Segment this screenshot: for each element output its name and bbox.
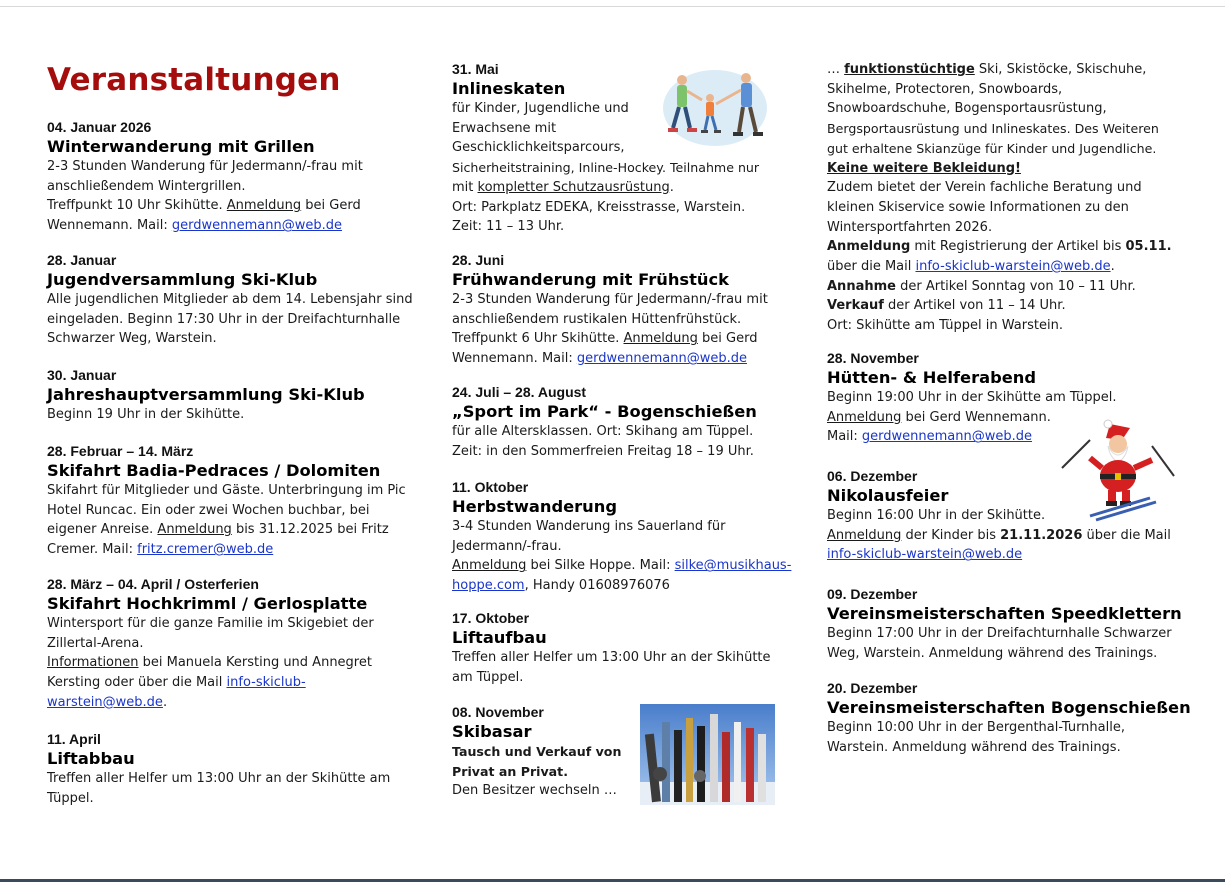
email-link[interactable]: gerdwennemann@web.de <box>171 218 342 234</box>
top-border <box>0 6 1225 7</box>
event-date: 08. November <box>452 704 544 720</box>
email-link[interactable]: silke@musikhaus- <box>674 558 792 574</box>
event-body: Beginn 19:00 Uhr in der Skihütte am Tüppel. Anmeldung bei Gerd Wennemann. Mail: gerdwennemann@web.de <box>827 390 1117 445</box>
event-fruehwanderung <box>452 251 768 369</box>
event-jugendversammlung <box>47 251 413 349</box>
email-link[interactable]: gerdwennemann@web.de <box>861 429 1033 445</box>
event-date: 28. November <box>827 350 919 366</box>
event-date: 06. Dezember <box>827 468 918 484</box>
event-body: Beginn 10:00 Uhr in der Bergenthal-Turnhalle, Warstein. Anmeldung während des Trainings. <box>827 720 1125 755</box>
event-date: 31. Mai <box>452 61 499 77</box>
event-heading: Skifahrt Badia-Pedraces / Dolomiten <box>47 461 381 480</box>
event-body: für alle Altersklassen. Ort: Skihang am Tüppel. Zeit: in den Sommerfreien Freitag 18 – 19 Uhr. <box>452 424 754 459</box>
event-liftaufbau <box>452 609 771 687</box>
email-link-cont[interactable]: warstein@web.de <box>47 694 163 710</box>
event-date: 11. Oktober <box>452 479 529 495</box>
skis-photo <box>640 704 775 805</box>
event-bogenschiessen <box>827 679 1191 757</box>
event-liftabbau <box>47 730 390 808</box>
event-date: 24. Juli – 28. August <box>452 384 587 400</box>
event-body: Beginn 16:00 Uhr in der Skihütte. Anmeldung der Kinder bis 21.11.2026 über die Mail info-skiclub-warstein@web.de <box>827 508 1171 563</box>
event-heading: Hütten- & Helferabend <box>827 368 1037 387</box>
event-heading: Liftaufbau <box>452 628 547 647</box>
event-skifahrt-hochkrimml <box>47 575 374 713</box>
event-body: Beginn 17:00 Uhr in der Dreifachturnhalle Schwarzer Weg, Warstein. Anmeldung während des Trainings. <box>827 626 1172 661</box>
event-heading: Winterwanderung mit Grillen <box>47 137 315 156</box>
event-date: 09. Dezember <box>827 586 918 602</box>
email-link[interactable]: gerdwennemann@web.de <box>576 351 747 367</box>
event-body: 2-3 Stunden Wanderung für Jedermann/-frau mit anschließendem Wintergrillen. Treffpunkt 10 Uhr Skihütte. Anmeldung bei Gerd Wennemann. Mail: gerdwennemann@web.de <box>47 159 363 234</box>
event-body: Treffen aller Helfer um 13:00 Uhr an der Skihütte am Tüppel. <box>452 650 771 685</box>
event-body: Beginn 19 Uhr in der Skihütte. <box>47 407 245 422</box>
event-date: 30. Januar <box>47 367 117 383</box>
event-skibasar <box>452 703 621 801</box>
skiing-santa-illustration <box>1060 418 1176 524</box>
event-date: 28. Februar – 14. März <box>47 443 194 459</box>
event-sport-im-park <box>452 383 757 461</box>
event-body: für Kinder, Jugendliche und Erwachsene mit Geschicklichkeitsparcours, Sicherheitstraining, Inline-Hockey. Teilnahme nur mit kompletter Schutzausrüstung. Ort: Parkplatz EDEKA, Kreisstrasse, Warstein. Zeit: 11 – 13 Uhr. <box>452 101 760 235</box>
event-heading: Vereinsmeisterschaften Speedklettern <box>827 604 1182 623</box>
event-heading: Jahreshauptversammlung Ski-Klub <box>47 385 365 404</box>
skibasar-details: … funktionstüchtige Ski, Skistöcke, Skischuhe, Skihelme, Protectoren, Snowboards, Snowboardschuhe, Bogensportausrüstung, Bergsportausrüstung und Inlineskates. Des Weiteren gut erhaltene Skianzüge für Kinder und Jugendliche. Keine weitere Bekleidung! Zudem bietet der Verein fachliche Beratung und kleinen Skiservice sowie Informationen zu den Wintersportfahrten 2026. Anmeldung mit Registrierung der Artikel bis 05.11. über die Mail info-skiclub-warstein@web.de. Annahme der Artikel Sonntag von 10 – 11 Uhr. Verkauf der Artikel von 11 – 14 Uhr. Ort: Skihütte am Tüppel in Warstein. <box>827 62 1172 334</box>
event-heading: Liftabbau <box>47 749 135 768</box>
event-herbstwanderung <box>452 478 791 596</box>
event-heading: Skibasar <box>452 722 532 741</box>
email-link[interactable]: info-skiclub-warstein@web.de <box>827 547 1023 563</box>
event-date: 20. Dezember <box>827 680 918 696</box>
email-link[interactable]: info-skiclub- <box>226 675 306 691</box>
event-body: Skifahrt für Mitglieder und Gäste. Unterbringung im Pic Hotel Runcac. Ein oder zwei Wochen buchbar, bei eigener Anreise. Anmeldung bis 31.12.2025 bei Fritz Cremer. Mail: fritz.cremer@web.de <box>47 483 406 558</box>
event-heading: „Sport im Park“ - Bogenschießen <box>452 402 757 421</box>
event-date: 28. Januar <box>47 252 117 268</box>
event-body: Treffen aller Helfer um 13:00 Uhr an der Skihütte am Tüppel. <box>47 771 391 806</box>
email-link[interactable]: fritz.cremer@web.de <box>137 542 274 558</box>
event-heading: Nikolausfeier <box>827 486 949 505</box>
inline-skaters-illustration <box>660 66 770 148</box>
page-title: Veranstaltungen <box>47 62 341 98</box>
event-body: Wintersport für die ganze Familie im Skigebiet der Zillertal-Arena. Informationen bei Manuela Kersting und Annegret Kersting oder über die Mail info-skiclub- warstein@web.de. <box>47 616 374 710</box>
event-speedklettern <box>827 585 1182 663</box>
event-body: 2-3 Stunden Wanderung für Jedermann/-frau mit anschließendem rustikalen Hüttenfrühstück. Treffpunkt 6 Uhr Skihütte. Anmeldung bei Gerd Wennemann. Mail: gerdwennemann@web.de <box>452 292 768 367</box>
event-heading: Herbstwanderung <box>452 497 618 516</box>
event-date: 28. März – 04. April / Osterferien <box>47 576 259 592</box>
skibasar-continued <box>827 60 1172 336</box>
event-date: 11. April <box>47 731 101 747</box>
event-body: Alle jugendlichen Mitglieder ab dem 14. Lebensjahr sind eingeladen. Beginn 17:30 Uhr in der Dreifachturnhalle Schwarzer Weg, Warstein. <box>47 292 413 347</box>
event-jahreshauptversammlung <box>47 366 365 425</box>
email-link-cont[interactable]: hoppe.com <box>452 578 525 594</box>
event-skifahrt-dolomiten <box>47 442 406 560</box>
event-body: 3-4 Stunden Wanderung ins Sauerland für Jedermann/-frau. Anmeldung bei Silke Hoppe. Mail: silke@musikhaus- hoppe.com, Handy 01608976076 <box>452 519 792 594</box>
event-heading: Frühwanderung mit Frühstück <box>452 270 729 289</box>
event-date: 04. Januar 2026 <box>47 119 152 135</box>
event-date: 28. Juni <box>452 252 505 268</box>
event-heading: Skifahrt Hochkrimml / Gerlosplatte <box>47 594 368 613</box>
event-heading: Jugendversammlung Ski-Klub <box>47 270 318 289</box>
event-body: Tausch und Verkauf von Privat an Privat. Den Besitzer wechseln … <box>452 744 622 799</box>
email-link[interactable]: info-skiclub-warstein@web.de <box>915 259 1111 275</box>
event-date: 17. Oktober <box>452 610 530 626</box>
event-heading: Vereinsmeisterschaften Bogenschießen <box>827 698 1191 717</box>
event-heading: Inlineskaten <box>452 79 566 98</box>
event-winterwanderung <box>47 118 363 236</box>
